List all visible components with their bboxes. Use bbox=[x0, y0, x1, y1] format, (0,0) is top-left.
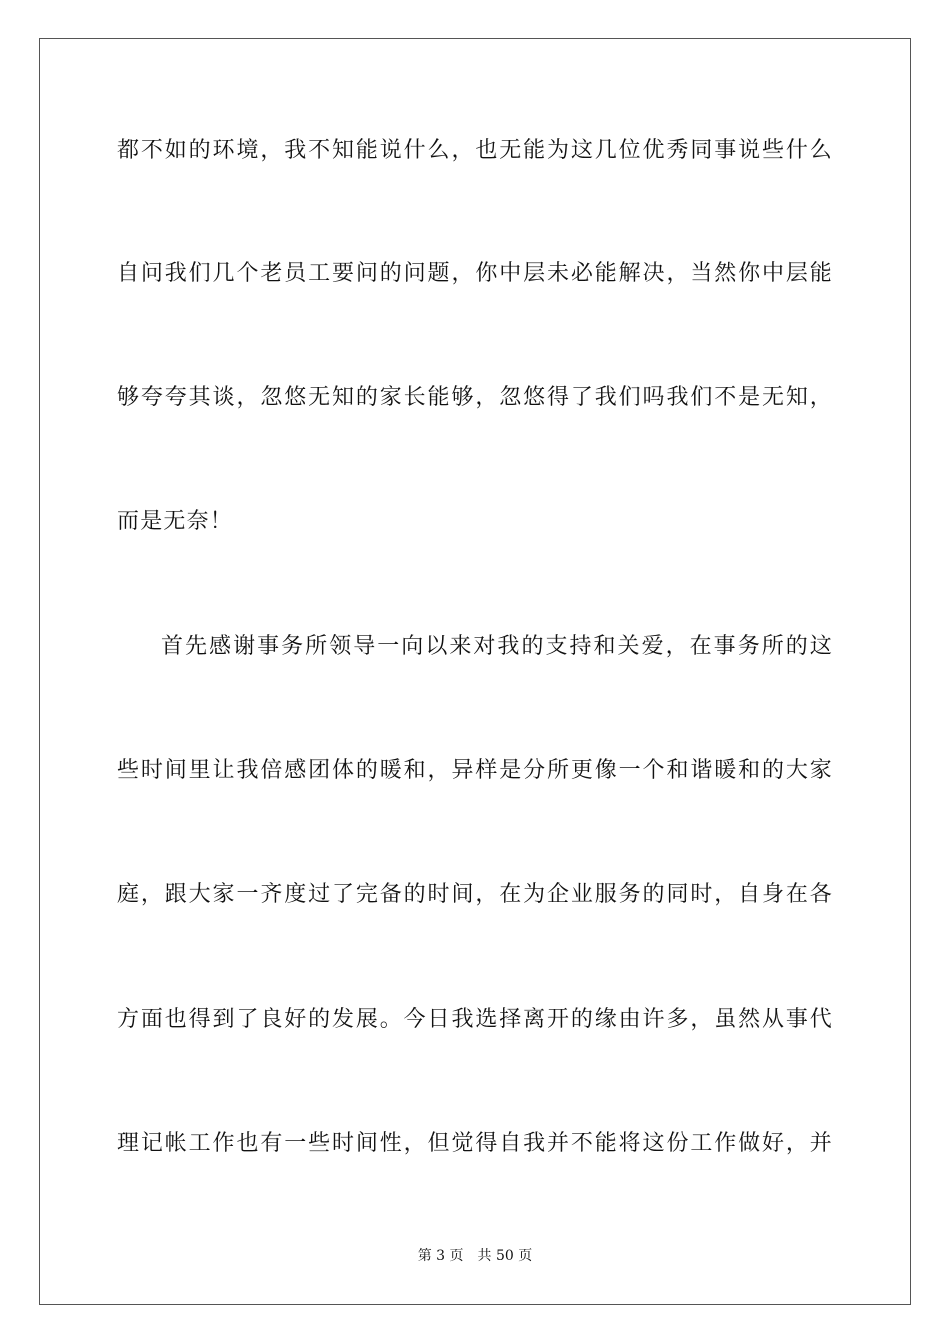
body-text-line-2: 自问我们几个老员工要问的问题，你中层未必能解决，当然你中层能 bbox=[117, 261, 833, 286]
body-text-line-6: 些时间里让我倍感团体的暖和，异样是分所更像一个和谐暖和的大家 bbox=[117, 758, 833, 783]
body-text-line-8: 方面也得到了良好的发展。今日我选择离开的缘由许多，虽然从事代 bbox=[117, 1007, 833, 1032]
paragraph-start-line: 首先感谢事务所领导一向以来对我的支持和关爱，在事务所的这 bbox=[161, 634, 833, 659]
body-text-line-7: 庭，跟大家一齐度过了完备的时间，在为企业服务的同时，自身在各 bbox=[117, 882, 833, 907]
body-text-line-1: 都不如的环境，我不知能说什么，也无能为这几位优秀同事说些什么 bbox=[117, 138, 833, 163]
body-text-line-3: 够夸夸其谈，忽悠无知的家长能够，忽悠得了我们吗我们不是无知， bbox=[117, 385, 833, 410]
body-text-line-9: 理记帐工作也有一些时间性，但觉得自我并不能将这份工作做好，并 bbox=[117, 1131, 833, 1156]
body-text-line-4: 而是无奈！ bbox=[117, 509, 234, 534]
page-total: 共 50 页 bbox=[477, 1248, 533, 1264]
page-border bbox=[39, 38, 911, 1305]
page-footer bbox=[0, 1247, 950, 1265]
page-number: 第 3 页 bbox=[417, 1248, 464, 1264]
